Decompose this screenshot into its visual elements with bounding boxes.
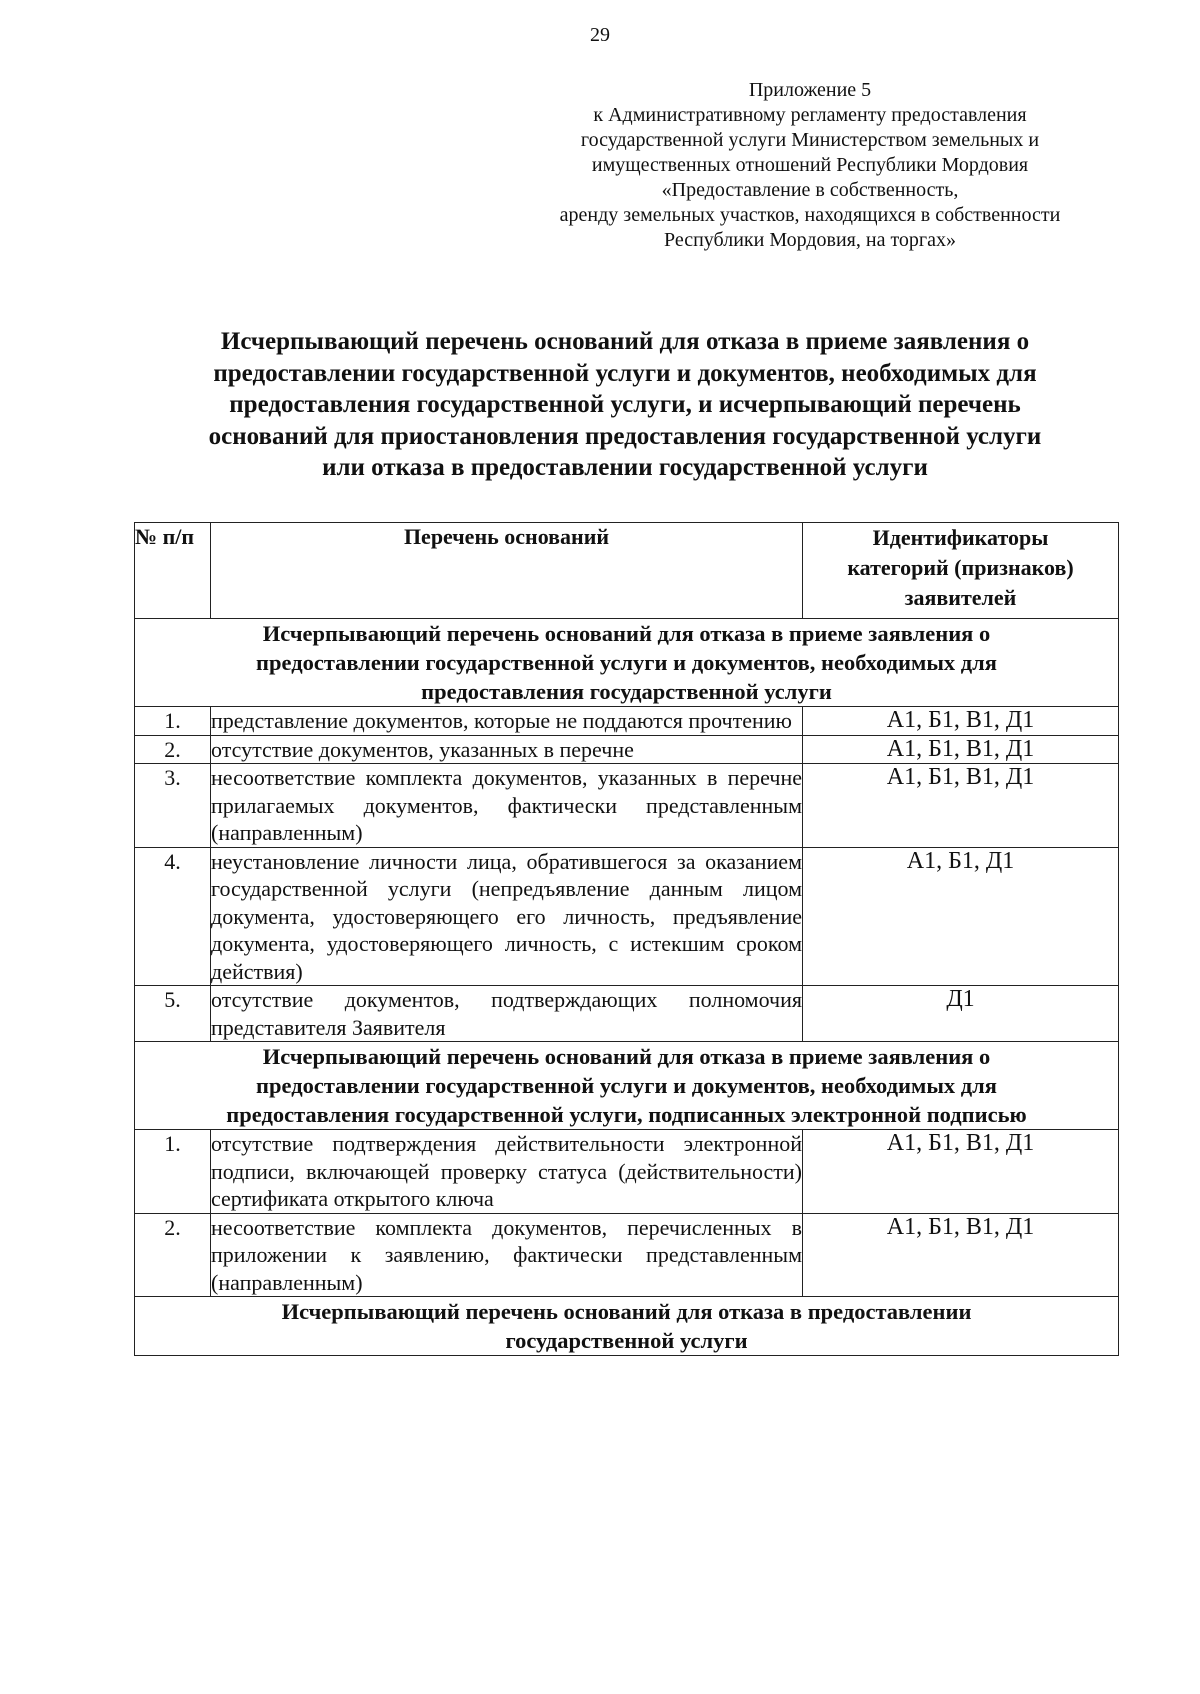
title-line: оснований для приостановления предоставления государственной услуги xyxy=(208,422,1042,450)
header-identifiers-line: заявителей xyxy=(904,585,1017,610)
row-number: 1. xyxy=(135,1130,211,1214)
row-number: 2. xyxy=(135,1213,211,1297)
section-title-line: Исчерпывающий перечень оснований для отказа в приеме заявления о xyxy=(262,621,991,646)
row-number: 1. xyxy=(135,707,211,736)
appendix-line: Республики Мордовия, на торгах» xyxy=(663,229,956,251)
appendix-line: имущественных отношений Республики Мордовия xyxy=(591,154,1029,176)
table-row xyxy=(135,1130,1119,1214)
row-ground: несоответствие комплекта документов, указанных в перечне прилагаемых документов, фактически представленным (направленным) xyxy=(211,765,802,845)
appendix-line: государственной услуги Министерством земельных и xyxy=(580,129,1040,151)
row-number: 5. xyxy=(135,986,211,1042)
row-ground: представление документов, которые не поддаются прочтению xyxy=(211,707,803,736)
section-title xyxy=(135,1297,1119,1356)
title-line: предоставлении государственной услуги и документов, необходимых для xyxy=(213,359,1037,387)
row-ground: неустановление личности лица, обратившегося за оказанием государственной услуги (непредъявление данным лицом документа, удостоверяющего его личность, предъявление документа, удостоверяющего личность, с истекшим сроком действия) xyxy=(211,848,802,984)
row-number: 3. xyxy=(135,764,211,848)
table-row xyxy=(135,764,1119,848)
document-title xyxy=(130,326,1120,484)
header-identifiers xyxy=(803,523,1119,619)
title-line: Исчерпывающий перечень оснований для отказа в приеме заявления о xyxy=(220,328,1030,355)
section-title-line: предоставления государственной услуги, подписанных электронной подписью xyxy=(226,1102,1027,1127)
section-title-line: государственной услуги xyxy=(505,1328,748,1353)
row-identifiers: А1, Б1, В1, Д1 xyxy=(803,735,1119,764)
table-row xyxy=(135,707,1119,736)
section-title-line: Исчерпывающий перечень оснований для отказа в предоставлении xyxy=(281,1299,972,1324)
row-number: 4. xyxy=(135,847,211,986)
section-header-row xyxy=(135,1042,1119,1130)
row-number: 2. xyxy=(135,735,211,764)
appendix-line: к Административному регламенту предоставления xyxy=(593,104,1027,126)
header-number: № п/п xyxy=(135,523,211,619)
section-title-line: Исчерпывающий перечень оснований для отказа в приеме заявления о xyxy=(262,1044,991,1069)
row-identifiers: А1, Б1, В1, Д1 xyxy=(803,1130,1119,1214)
grounds-table xyxy=(134,522,1119,1356)
title-line: или отказа в предоставлении государственной услуги xyxy=(322,454,928,481)
row-ground: отсутствие документов, подтверждающих полномочия представителя Заявителя xyxy=(211,987,802,1040)
appendix-line: аренду земельных участков, находящихся в собственности xyxy=(559,204,1061,226)
appendix-line: «Предоставление в собственность, xyxy=(661,179,959,201)
header-grounds: Перечень оснований xyxy=(211,523,803,619)
header-identifiers-line: категорий (признаков) xyxy=(847,555,1074,580)
title-line: предоставления государственной услуги, и исчерпывающий перечень xyxy=(229,391,1021,418)
row-identifiers: А1, Б1, Д1 xyxy=(803,847,1119,986)
row-identifiers: А1, Б1, В1, Д1 xyxy=(803,1213,1119,1297)
table-row xyxy=(135,735,1119,764)
row-identifiers: А1, Б1, В1, Д1 xyxy=(803,764,1119,848)
table-row xyxy=(135,986,1119,1042)
table-row xyxy=(135,847,1119,986)
header-identifiers-line: Идентификаторы xyxy=(872,525,1049,550)
row-ground: отсутствие документов, указанных в перечне xyxy=(211,735,803,764)
section-header-row xyxy=(135,1297,1119,1356)
section-title xyxy=(135,1042,1119,1130)
appendix-reference xyxy=(520,78,1100,253)
table-header-row xyxy=(135,523,1119,619)
section-title-line: предоставлении государственной услуги и документов, необходимых для xyxy=(256,1073,997,1098)
row-ground: отсутствие подтверждения действительности электронной подписи, включающей проверку статуса (действительности) сертификата открытого ключа xyxy=(211,1131,802,1211)
row-identifiers: А1, Б1, В1, Д1 xyxy=(803,707,1119,736)
table-row xyxy=(135,1213,1119,1297)
section-title-line: предоставления государственной услуги xyxy=(421,679,832,704)
page-number: 29 xyxy=(590,24,610,46)
section-header-row xyxy=(135,619,1119,707)
appendix-line: Приложение 5 xyxy=(748,79,872,101)
section-title xyxy=(135,619,1119,707)
section-title-line: предоставлении государственной услуги и документов, необходимых для xyxy=(256,650,997,675)
row-ground: несоответствие комплекта документов, перечисленных в приложении к заявлению, фактически представленным (направленным) xyxy=(211,1214,802,1295)
row-identifiers: Д1 xyxy=(803,986,1119,1042)
